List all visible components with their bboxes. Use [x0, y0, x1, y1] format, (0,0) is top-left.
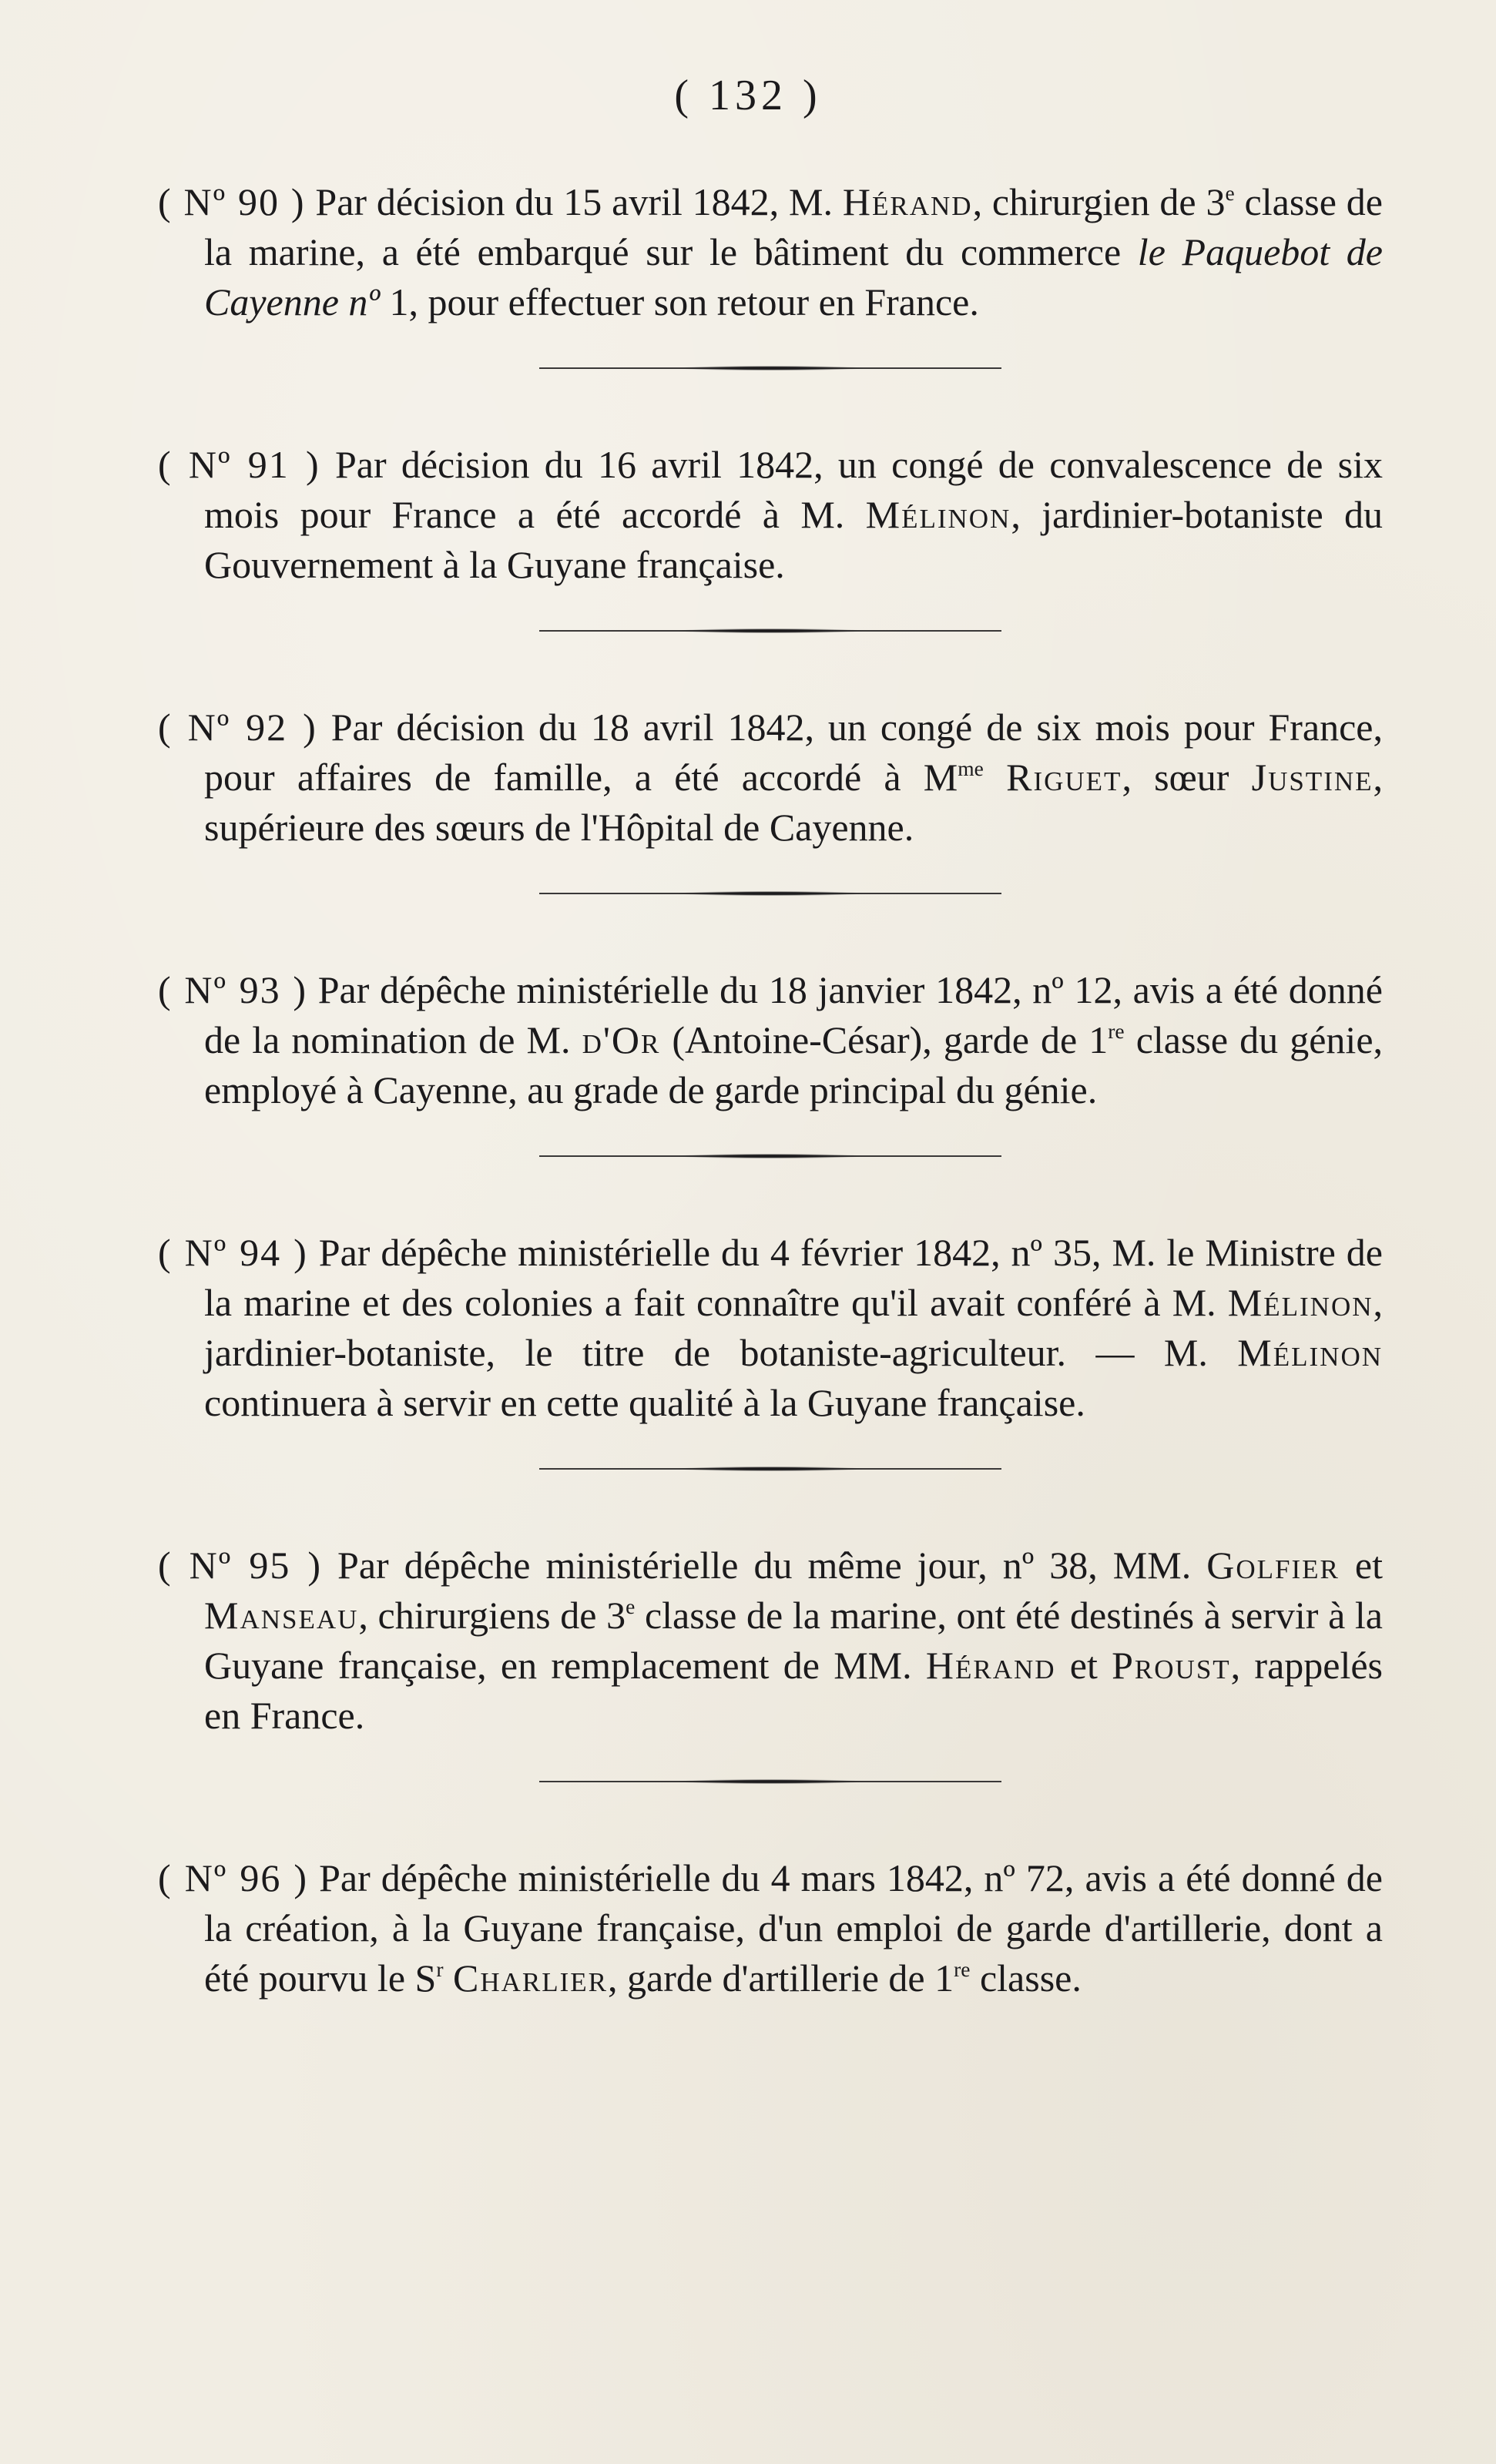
- ship-name: le Paquebot de Cayenne nº: [204, 230, 1383, 324]
- entry-text: [444, 1956, 454, 2000]
- section-divider: [539, 1467, 1001, 1471]
- entry-text: continuera à servir en cette qualité à la Guyane française.: [204, 1381, 1085, 1424]
- section-divider: [539, 1154, 1001, 1158]
- superscript: r: [436, 1956, 444, 1981]
- page-number: ( 132 ): [674, 72, 822, 119]
- entry-text: Par dépêche ministérielle du 18 janvier 1842, nº 12, avis a été donné de la nomination de M.: [204, 968, 1383, 1061]
- entry-text: classe de la marine, a été embarqué sur le bâtiment du commerce: [204, 180, 1383, 273]
- person-name: Golfier: [1206, 1544, 1340, 1587]
- entry-text: Par décision du 15 avril 1842, M.: [305, 180, 843, 223]
- person-name: Mélinon: [865, 493, 1011, 536]
- entry-text: Par dépêche ministérielle du 4 mars 1842, nº 72, avis a été donné de la création, à la Guyane française, d'un emploi de garde d'artillerie, dont a été pourvu le S: [204, 1856, 1383, 2000]
- entry-text: , jardinier-botaniste, le titre de botaniste-agriculteur. — M.: [204, 1281, 1383, 1374]
- entry-text: , chirurgiens de 3: [358, 1594, 626, 1637]
- superscript: re: [954, 1956, 971, 1981]
- person-name: Mélinon: [1227, 1281, 1374, 1324]
- entry-94: [158, 1228, 1383, 1428]
- superscript: e: [1225, 180, 1235, 205]
- entry-text: Par dépêche ministérielle du même jour, nº 38, MM.: [322, 1544, 1207, 1587]
- entry-text: Par décision du 16 avril 1842, un congé de convalescence de six mois pour France a été accordé à M.: [204, 443, 1383, 536]
- section-divider: [539, 891, 1001, 896]
- entry-91: [158, 440, 1383, 590]
- entries-list: [158, 139, 1383, 2057]
- person-name: d'Or: [582, 1018, 661, 1061]
- section-divider: [539, 1779, 1001, 1784]
- entry-number: ( Nº 94 ): [158, 1231, 308, 1274]
- entry-92: [158, 702, 1383, 853]
- person-name: Hérand: [925, 1644, 1056, 1687]
- entry-text: (Antoine-César), garde de 1: [660, 1018, 1109, 1061]
- entry-text: [984, 756, 1006, 799]
- person-name: Proust: [1112, 1644, 1231, 1687]
- entry-text: , sœur: [1122, 756, 1252, 799]
- person-name: Charlier: [453, 1956, 609, 2000]
- superscript: me: [958, 756, 984, 780]
- entry-number: ( Nº 93 ): [158, 968, 308, 1011]
- entry-text: et: [1339, 1544, 1383, 1587]
- superscript: re: [1108, 1018, 1125, 1043]
- entry-90: [158, 177, 1383, 327]
- entry-text: classe.: [970, 1956, 1082, 2000]
- entry-text: 1, pour effectuer son retour en France.: [379, 280, 979, 324]
- section-divider: [539, 629, 1001, 633]
- entry-text: , rappelés en France.: [204, 1644, 1383, 1737]
- person-name: Riguet: [1006, 756, 1122, 799]
- entry-text: , supérieure des sœurs de l'Hôpital de Cayenne.: [204, 756, 1383, 849]
- person-name: Mélinon: [1237, 1331, 1383, 1374]
- section-divider: [539, 366, 1001, 370]
- entry-number: ( Nº 95 ): [158, 1544, 322, 1587]
- entry-96: [158, 1853, 1383, 2003]
- entry-text: Par dépêche ministérielle du 4 février 1842, nº 35, M. le Ministre de la marine et des colonies a fait connaître qu'il avait conféré à M.: [204, 1231, 1383, 1324]
- superscript: e: [626, 1594, 636, 1618]
- person-name: Manseau: [204, 1594, 359, 1637]
- entry-95: [158, 1540, 1383, 1741]
- entry-text: , chirurgien de 3: [972, 180, 1226, 223]
- entry-text: classe de la marine, ont été destinés à servir à la Guyane française, en remplacement de MM.: [204, 1594, 1383, 1687]
- entry-text: et: [1055, 1644, 1112, 1687]
- entry-text: , jardinier-botaniste du Gouvernement à la Guyane française.: [204, 493, 1383, 586]
- entry-text: Par décision du 18 avril 1842, un congé de six mois pour France, pour affaires de famille, a été accordé à M: [204, 706, 1383, 799]
- entry-number: ( Nº 91 ): [158, 443, 320, 486]
- entry-number: ( Nº 92 ): [158, 706, 317, 749]
- entry-number: ( Nº 96 ): [158, 1856, 309, 1899]
- entry-number: ( Nº 90 ): [158, 180, 306, 223]
- person-name: Justine: [1251, 756, 1374, 799]
- entry-text: classe du génie, employé à Cayenne, au grade de garde principal du génie.: [204, 1018, 1384, 1111]
- person-name: Hérand: [842, 180, 973, 223]
- entry-text: , garde d'artillerie de 1: [608, 1956, 954, 2000]
- entry-93: [158, 965, 1383, 1115]
